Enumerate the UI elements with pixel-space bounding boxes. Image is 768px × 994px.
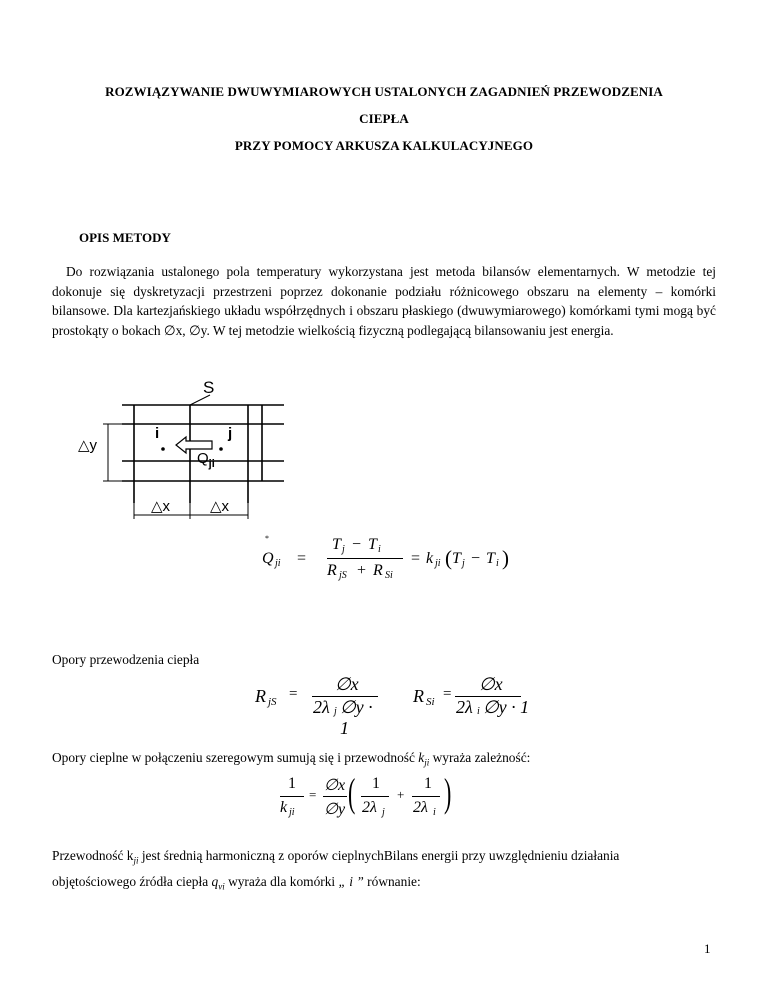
cond-dx: ∅x	[324, 777, 346, 794]
den-rsi-sub: Si	[385, 570, 393, 581]
cond-one-b: 1	[424, 775, 432, 792]
cond-left-bar	[280, 796, 304, 797]
cond-bar-b	[412, 796, 440, 797]
r-js-eq: =	[289, 686, 298, 702]
den-rjs-sub: jS	[339, 570, 347, 581]
r-si-eq: =	[443, 686, 452, 702]
r-js-den-rest: ∅y · 1	[340, 697, 373, 738]
paren-minus: −	[471, 550, 481, 567]
closing-line-1-pre: Przewodność k	[52, 848, 134, 863]
closing-line-1-sub: ji	[133, 855, 139, 866]
closing-line-2-post: równanie:	[363, 874, 421, 889]
heat-flow-symbol: Q	[197, 450, 209, 467]
heat-flow-subscript: ji	[208, 458, 215, 470]
intro-paragraph: Do rozwiązania ustalonego pola temperatury wykorzystana jest metoda bilansów elementarnych. W metodzie tej dokonuje się dyskretyzacji przestrzeni poprzez dokonanie podziału różnicowego obszaru na elementy – komórki bilansowe. Dla kartezjańskiego układu współrzędnych i obszaru płaskiego (dwuwymiarowego) komórkami tymi mogą być prostokąty o bokach ∅x, ∅y. W tej metodzie wielkością fizyczną podlegającą bilansowaniu jest energia.	[52, 264, 716, 338]
title-line-3: PRZY POMOCY ARKUSZA KALKULACYJNEGO	[234, 138, 534, 153]
r-si-den-lambda: 2λ	[456, 697, 473, 717]
title-line-2: CIEPŁA	[359, 111, 409, 126]
dx-label-left: △x	[151, 498, 171, 515]
r-si-den-sub: i	[477, 706, 480, 717]
paren-ti-sub: i	[496, 558, 499, 569]
dy-label: △y	[78, 437, 98, 454]
heat-flow-equation	[255, 536, 515, 588]
cond-mid-bar	[323, 796, 347, 797]
node-j	[219, 447, 223, 451]
cond-one-a: 1	[372, 775, 380, 792]
page-number: 1	[704, 941, 711, 956]
closing-line-2	[52, 874, 421, 892]
num-tj: T	[332, 536, 341, 553]
cond-lam-b: 2λ	[413, 799, 428, 816]
paren-open: (	[445, 546, 452, 570]
series-text-post: wyraża zależność:	[429, 750, 531, 765]
cond-dy: ∅y	[324, 801, 346, 818]
cond-lam-a-sub: j	[382, 807, 385, 818]
num-ti: T	[368, 536, 377, 553]
node-i	[161, 447, 165, 451]
surface-label: S	[203, 378, 215, 397]
cond-k-sub: ji	[289, 807, 295, 818]
cond-lam-a: 2λ	[362, 799, 377, 816]
closing-q-sub: vi	[218, 881, 225, 892]
closing-quote: „ i ”	[338, 874, 364, 889]
q-symbol: Q	[262, 550, 274, 567]
paren-tj-sub: j	[462, 558, 465, 569]
r-js-symbol: R	[255, 686, 266, 706]
series-k: k	[418, 750, 425, 765]
r-si-den-rest: ∅y · 1	[483, 697, 530, 717]
r-si-formula	[413, 676, 543, 722]
den-rsi: R	[373, 562, 383, 579]
cond-one: 1	[288, 775, 296, 792]
num-tj-sub: j	[342, 544, 345, 555]
r-si-numerator: ∅x	[479, 674, 503, 694]
cond-paren-open: (	[348, 770, 356, 815]
cond-eq: =	[309, 787, 317, 802]
eq-sign-1: =	[297, 550, 307, 567]
r-js-den-lambda: 2λ	[313, 697, 330, 717]
cond-paren-close: )	[444, 770, 452, 815]
r-si-symbol: R	[413, 686, 424, 706]
den-rjs: R	[327, 562, 337, 579]
fraction-bar-flow	[327, 558, 403, 559]
closing-line-1	[52, 848, 619, 866]
num-minus: −	[352, 536, 362, 553]
paren-close: )	[502, 546, 509, 570]
cond-plus: +	[397, 787, 405, 802]
title-line-1: ROZWIĄZYWANIE DWUWYMIAROWYCH USTALONYCH ZAGADNIEŃ PRZEWODZENIA	[105, 84, 663, 99]
conductance-formula	[280, 770, 470, 825]
r-js-formula	[255, 674, 385, 738]
r-js-subscript: jS	[268, 696, 277, 708]
section-heading: OPIS METODY	[79, 230, 171, 245]
dx-label-right: △x	[210, 498, 230, 515]
closing-line-1-post: jest średnią harmoniczną z oporów cieplnychBilans energii przy uwzględnieniu działania	[138, 848, 620, 863]
k-subscript: ji	[435, 558, 441, 569]
r-js-numerator: ∅x	[335, 674, 359, 694]
cond-k: k	[280, 799, 288, 816]
resistances-label: Opory przewodzenia ciepła	[52, 652, 200, 667]
closing-q: q	[211, 874, 219, 889]
paren-tj: T	[452, 550, 461, 567]
series-sentence	[52, 750, 530, 768]
k-symbol: k	[426, 550, 434, 567]
cell-i-label: i	[155, 425, 160, 442]
cond-lam-b-sub: i	[433, 807, 436, 818]
r-si-subscript: Si	[426, 696, 435, 708]
den-plus: +	[357, 562, 367, 579]
closing-line-2-pre: objętościowego źródła ciepła	[52, 874, 212, 889]
q-subscript: ji	[275, 558, 281, 569]
cond-bar-a	[361, 796, 389, 797]
paren-ti: T	[486, 550, 495, 567]
closing-line-2-mid: wyraża dla komórki	[224, 874, 339, 889]
q-dot: *	[265, 534, 269, 543]
cell-j-label: j	[228, 425, 233, 442]
series-text-pre: Opory cieplne w połączeniu szeregowym sumują się i przewodność	[52, 750, 419, 765]
eq-sign-2: =	[411, 550, 421, 567]
series-k-sub: ji	[424, 757, 430, 768]
heat-flow-label	[197, 450, 215, 470]
r-js-den-sub: j	[334, 706, 337, 717]
num-ti-sub: i	[378, 544, 381, 555]
